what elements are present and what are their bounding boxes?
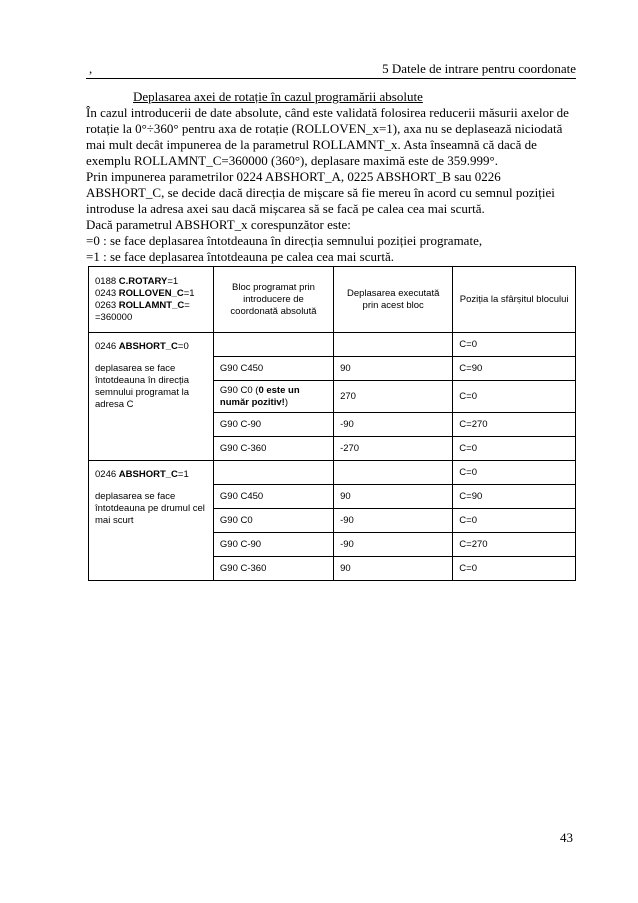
move-cell: -270	[334, 437, 453, 461]
column-header-block: Bloc programat prin introducere de coordonată absolută	[213, 267, 333, 333]
group-param	[95, 341, 207, 353]
group-description: deplasarea se face întotdeauna pe drumul cel mai scurt	[95, 491, 205, 526]
param-header-cell	[89, 267, 214, 333]
position-cell: C=0	[453, 333, 576, 357]
block-text-end: )	[284, 396, 288, 408]
block-note: 0 este un număr pozitiv!	[219, 384, 300, 408]
header-title: 5 Datele de intrare pentru coordonate	[382, 61, 576, 76]
paragraph-line: =0 : se face deplasarea întotdeauna în direcția semnului poziției programate,	[86, 233, 483, 248]
block-cell: G90 C-90	[213, 533, 333, 557]
param-prefix: 0246	[95, 341, 119, 352]
table-row	[89, 333, 576, 357]
param-prefix: 0188	[95, 275, 119, 287]
param-suffix: =1	[167, 275, 179, 287]
move-cell	[334, 461, 453, 485]
move-cell: -90	[334, 413, 453, 437]
move-cell: -90	[334, 533, 453, 557]
table-row	[89, 461, 576, 485]
position-cell: C=0	[453, 437, 576, 461]
paragraph-line: introduse la adresa axei sau dacă mișcarea să se facă pe calea cea mai scurtă.	[86, 201, 485, 216]
position-cell: C=0	[453, 557, 576, 581]
move-cell: 90	[334, 357, 453, 381]
paragraph-line: mai mult decât impunerea de la parametrul ROLLAMNT_x. Asta înseamnă că dacă de	[86, 137, 537, 152]
param-prefix: 0246	[95, 469, 119, 480]
position-cell: C=90	[453, 485, 576, 509]
move-cell: 90	[334, 485, 453, 509]
group-param-cell	[89, 461, 214, 581]
body-text	[86, 105, 582, 265]
paragraph-line: =1 : se face deplasarea întotdeauna pe calea cea mai scurtă.	[86, 249, 394, 264]
position-cell: C=270	[453, 533, 576, 557]
param-prefix: 0263	[95, 299, 119, 311]
param-prefix: 0243	[95, 287, 119, 299]
param-line: =360000	[95, 311, 133, 323]
param-name: C.ROTARY	[118, 275, 168, 287]
block-cell	[213, 333, 333, 357]
group-description: deplasarea se face întotdeauna în direcția semnului programat la adresa C	[95, 363, 190, 410]
position-cell: C=0	[453, 381, 576, 413]
paragraph-line: În cazul introducerii de date absolute, când este validată folosirea reducerii măsurii axelor de	[86, 105, 569, 120]
move-cell: 90	[334, 557, 453, 581]
position-cell: C=0	[453, 461, 576, 485]
group-param	[95, 469, 207, 481]
column-header-move: Deplasarea executată prin acest bloc	[334, 267, 453, 333]
param-suffix: =1	[177, 469, 189, 480]
param-line	[95, 300, 207, 312]
group-param-cell	[89, 333, 214, 461]
paragraph-line: rotație la 0°÷360° pentru axa de rotație (ROLLOVEN_x=1), axa nu se deplasează niciodată	[86, 121, 563, 136]
param-name: ABSHORT_C	[118, 341, 178, 352]
block-cell: G90 C450	[213, 357, 333, 381]
move-cell: 270	[334, 381, 453, 413]
param-name: ROLLAMNT_C	[118, 299, 185, 311]
header-left-mark: ,	[89, 61, 93, 76]
move-cell	[334, 333, 453, 357]
block-cell	[213, 461, 333, 485]
param-name: ABSHORT_C	[118, 469, 178, 480]
param-suffix: =1	[183, 287, 195, 299]
param-suffix: =	[184, 299, 190, 311]
block-text: G90 C0 (	[219, 384, 259, 396]
table-header-row	[89, 267, 576, 333]
block-cell: G90 C0	[213, 509, 333, 533]
paragraph-line: Prin impunerea parametrilor 0224 ABSHORT_A, 0225 ABSHORT_B sau 0226	[86, 169, 501, 184]
param-line	[95, 276, 207, 288]
block-cell: G90 C-90	[213, 413, 333, 437]
block-cell: G90 C-360	[213, 557, 333, 581]
paragraph-line: Dacă parametrul ABSHORT_x corespunzător este:	[86, 217, 351, 232]
param-name: ROLLOVEN_C	[118, 287, 184, 299]
page-header	[86, 61, 576, 79]
position-cell: C=270	[453, 413, 576, 437]
position-cell: C=90	[453, 357, 576, 381]
paragraph-line: exemplu ROLLAMNT_C=360000 (360°), deplasare maximă este de 359.999°.	[86, 153, 498, 168]
position-cell: C=0	[453, 509, 576, 533]
param-suffix: =0	[177, 341, 189, 352]
rotation-table	[88, 266, 576, 581]
column-header-position: Poziția la sfârșitul blocului	[453, 267, 576, 333]
page-number: 43	[560, 830, 573, 845]
move-cell: -90	[334, 509, 453, 533]
paragraph-line: ABSHORT_C, se decide dacă direcția de mișcare să fie mereu în acord cu semnul poziției	[86, 185, 555, 200]
param-line	[95, 288, 207, 300]
block-cell: G90 C-360	[213, 437, 333, 461]
block-cell: G90 C450	[213, 485, 333, 509]
block-cell	[213, 381, 333, 413]
section-title: Deplasarea axei de rotație în cazul programării absolute	[133, 89, 423, 104]
